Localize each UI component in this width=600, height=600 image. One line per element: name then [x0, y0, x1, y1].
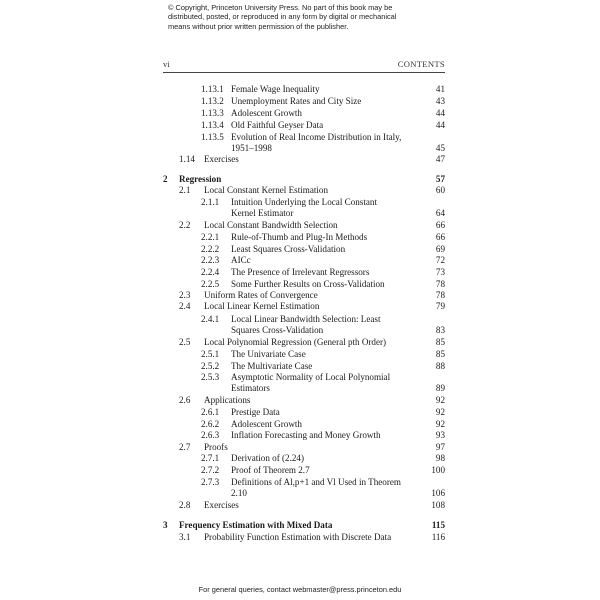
toc-subsection-entry[interactable] — [163, 349, 445, 360]
toc-entry-number: 2.3 — [179, 290, 191, 300]
toc-entry-number: 2.5 — [179, 337, 191, 347]
toc-entry-number: 2.1 — [179, 185, 191, 195]
toc-entry-number: 2.5.2 — [201, 361, 220, 371]
toc-subsection-entry[interactable] — [163, 279, 445, 290]
header-rule — [163, 72, 445, 73]
toc-entry-title: Regression — [179, 174, 222, 184]
toc-section-entry[interactable] — [163, 154, 445, 165]
toc-subsection-entry[interactable] — [163, 314, 445, 325]
toc-entry-page: 115 — [431, 520, 445, 530]
toc-entry-number: 2.7.2 — [201, 465, 220, 475]
toc-entry-number: 1.13.2 — [201, 96, 224, 106]
toc-section-entry[interactable] — [163, 185, 445, 196]
toc-entry-title: Estimators — [231, 383, 270, 393]
toc-entry-title: 1951–1998 — [231, 143, 272, 153]
toc-entry-title: Probability Function Estimation with Discrete Data — [204, 532, 392, 542]
toc-entry-number: 1.14 — [179, 154, 195, 164]
toc-entry-number: 2.2.2 — [201, 244, 220, 254]
toc-subsection-entry[interactable] — [163, 477, 445, 488]
toc-entry-page: 64 — [435, 208, 445, 218]
toc-subsection-entry[interactable] — [163, 84, 445, 95]
toc-entry-number: 2.1.1 — [201, 197, 220, 207]
copyright-line: distributed, posted, or reproduced in any form by digital or mechanical — [168, 12, 397, 22]
toc-entry-number: 2.5.3 — [201, 372, 220, 382]
toc-section-entry[interactable] — [163, 395, 445, 406]
toc-entry-page: 73 — [435, 267, 445, 277]
toc-entry-title: Local Constant Kernel Estimation — [204, 185, 329, 195]
toc-section-entry[interactable] — [163, 220, 445, 231]
footer-contact: For general queries, contact webmaster@press.princeton.edu — [198, 585, 402, 594]
toc-entry-title: Unemployment Rates and City Size — [231, 96, 362, 106]
toc-chapter-entry[interactable] — [163, 174, 445, 185]
toc-entry-page: 106 — [431, 488, 445, 498]
toc-entry-page: 92 — [435, 407, 445, 417]
toc-entry-number: 2.4 — [179, 301, 191, 311]
toc-entry-title: Local Polynomial Regression (General pth Order) — [204, 337, 387, 347]
toc-entry-title: Evolution of Real Income Distribution in Italy, — [231, 132, 402, 142]
toc-entry-page: 41 — [435, 84, 445, 94]
copyright-notice — [168, 3, 458, 31]
toc-entry-title: Applications — [204, 395, 251, 405]
toc-entry-number: 2 — [163, 174, 168, 184]
page-number: vi — [163, 59, 170, 69]
toc-entry-page: 69 — [435, 244, 445, 254]
toc-entry-number: 2.4.1 — [201, 314, 220, 324]
toc-entry-number: 2.8 — [179, 500, 191, 510]
toc-entry-number: 2.2.4 — [201, 267, 220, 277]
toc-entry-page: 44 — [435, 108, 445, 118]
toc-entry-number: 1.13.3 — [201, 108, 224, 118]
toc-entry-title: Local Linear Kernel Estimation — [204, 301, 320, 311]
toc-entry-page: 47 — [435, 154, 445, 164]
toc-subsection-entry[interactable] — [163, 120, 445, 131]
toc-entry-title: Some Further Results on Cross-Validation — [231, 279, 385, 289]
toc-entry-page: 89 — [435, 383, 445, 393]
toc-entry-number: 3.1 — [179, 532, 191, 542]
toc-entry-title: Intuition Underlying the Local Constant — [231, 197, 377, 207]
toc-entry-number: 2.2.1 — [201, 232, 220, 242]
toc-subsection-entry[interactable] — [163, 372, 445, 383]
toc-entry-title: The Presence of Irrelevant Regressors — [231, 267, 370, 277]
toc-entry-number: 2.6.2 — [201, 419, 220, 429]
toc-entry-number: 2.2 — [179, 220, 191, 230]
toc-section-entry[interactable] — [163, 301, 445, 312]
toc-entry-page: 83 — [435, 325, 445, 335]
toc-subsection-entry[interactable] — [163, 96, 445, 107]
toc-entry-number: 1.13.5 — [201, 132, 224, 142]
toc-subsection-entry[interactable] — [163, 232, 445, 243]
toc-entry-title: Old Faithful Geyser Data — [231, 120, 324, 130]
toc-entry-page: 92 — [435, 395, 445, 405]
toc-entry-page: 79 — [435, 301, 445, 311]
toc-entry-page: 97 — [435, 442, 445, 452]
toc-entry-title: Kernel Estimator — [231, 208, 294, 218]
toc-entry-title: Definitions of Al,p+1 and Vl Used in Theorem — [231, 477, 401, 487]
toc-entry-page: 45 — [435, 143, 445, 153]
toc-entry-page: 85 — [435, 349, 445, 359]
toc-subsection-entry[interactable] — [163, 255, 445, 266]
toc-entry-number: 1.13.4 — [201, 120, 224, 130]
toc-subsection-entry[interactable] — [163, 419, 445, 430]
toc-entry-page: 98 — [435, 453, 445, 463]
toc-subsection-entry[interactable] — [163, 430, 445, 441]
toc-entry-page: 66 — [435, 220, 445, 230]
toc-subsection-entry[interactable] — [163, 453, 445, 464]
toc-entry-number: 2.6 — [179, 395, 191, 405]
toc-subsection-entry[interactable] — [163, 361, 445, 372]
toc-section-entry[interactable] — [163, 532, 445, 543]
toc-entry-title: Adolescent Growth — [231, 419, 302, 429]
toc-entry-title: Least Squares Cross-Validation — [231, 244, 346, 254]
toc-entry-title: 2.10 — [231, 488, 247, 498]
toc-entry-page: 93 — [435, 430, 445, 440]
toc-entry-title: Adolescent Growth — [231, 108, 302, 118]
toc-entry-page: 57 — [435, 174, 445, 184]
toc-entry-title: Local Linear Bandwidth Selection: Least — [231, 314, 381, 324]
toc-entry-title: Exercises — [204, 154, 239, 164]
toc-subsection-entry[interactable] — [163, 244, 445, 255]
toc-entry-number: 2.6.3 — [201, 430, 220, 440]
running-title: CONTENTS — [397, 59, 445, 69]
toc-entry-page: 60 — [435, 185, 445, 195]
toc-entry-page: 44 — [435, 120, 445, 130]
toc-subsection-entry[interactable] — [163, 143, 445, 154]
toc-section-entry[interactable] — [163, 500, 445, 511]
toc-entry-number: 2.7.1 — [201, 453, 220, 463]
toc-entry-number: 3 — [163, 520, 168, 530]
toc-entry-title: The Multivariate Case — [231, 361, 313, 371]
running-header — [163, 59, 445, 71]
toc-entry-title: Squares Cross-Validation — [231, 325, 324, 335]
toc-entry-title: Uniform Rates of Convergence — [204, 290, 318, 300]
toc-entry-number: 2.6.1 — [201, 407, 220, 417]
toc-section-entry[interactable] — [163, 290, 445, 301]
toc-subsection-entry[interactable] — [163, 208, 445, 219]
toc-entry-title: Prestige Data — [231, 407, 280, 417]
toc-entry-page: 92 — [435, 419, 445, 429]
toc-entry-page: 100 — [431, 465, 445, 475]
toc-entry-title: Proofs — [204, 442, 228, 452]
toc-section-entry[interactable] — [163, 442, 445, 453]
toc-entry-number: 2.5.1 — [201, 349, 220, 359]
toc-entry-title: Proof of Theorem 2.7 — [231, 465, 310, 475]
toc-subsection-entry[interactable] — [163, 383, 445, 394]
toc-entry-number: 2.2.5 — [201, 279, 220, 289]
toc-entry-title: AICc — [231, 255, 251, 265]
toc-entry-page: 88 — [435, 361, 445, 371]
toc-entry-page: 85 — [435, 337, 445, 347]
toc-section-entry[interactable] — [163, 337, 445, 348]
toc-entry-title: Asymptotic Normality of Local Polynomial — [231, 372, 391, 382]
toc-subsection-entry[interactable] — [163, 325, 445, 336]
toc-subsection-entry[interactable] — [163, 197, 445, 208]
toc-subsection-entry[interactable] — [163, 108, 445, 119]
toc-entry-title: Rule-of-Thumb and Plug-In Methods — [231, 232, 368, 242]
toc-entry-page: 72 — [435, 255, 445, 265]
toc-subsection-entry[interactable] — [163, 465, 445, 476]
toc-entry-title: Frequency Estimation with Mixed Data — [179, 520, 333, 530]
toc-entry-number: 2.7.3 — [201, 477, 220, 487]
toc-subsection-entry[interactable] — [163, 407, 445, 418]
copyright-line: means without prior written permission of the publisher. — [168, 21, 349, 31]
toc-entry-page: 108 — [431, 500, 445, 510]
toc-entry-title: Inflation Forecasting and Money Growth — [231, 430, 381, 440]
toc-entry-title: Derivation of (2.24) — [231, 453, 304, 463]
toc-entry-page: 43 — [435, 96, 445, 106]
copyright-line: © Copyright, Princeton University Press. No part of this book may be — [168, 3, 393, 12]
toc-entry-number: 2.7 — [179, 442, 191, 452]
toc-subsection-entry[interactable] — [163, 267, 445, 278]
toc-entry-page: 78 — [435, 290, 445, 300]
toc-entry-number: 2.2.3 — [201, 255, 220, 265]
toc-entry-page: 116 — [431, 532, 445, 542]
toc-entry-number: 1.13.1 — [201, 84, 224, 94]
toc-chapter-entry[interactable] — [163, 520, 445, 531]
toc-entry-title: Female Wage Inequality — [231, 84, 320, 94]
toc-entry-title: Local Constant Bandwidth Selection — [204, 220, 338, 230]
toc-subsection-entry[interactable] — [163, 132, 445, 143]
toc-entry-title: Exercises — [204, 500, 239, 510]
toc-entry-title: The Univariate Case — [231, 349, 306, 359]
toc-entry-page: 66 — [435, 232, 445, 242]
toc-subsection-entry[interactable] — [163, 488, 445, 499]
toc-entry-page: 78 — [435, 279, 445, 289]
